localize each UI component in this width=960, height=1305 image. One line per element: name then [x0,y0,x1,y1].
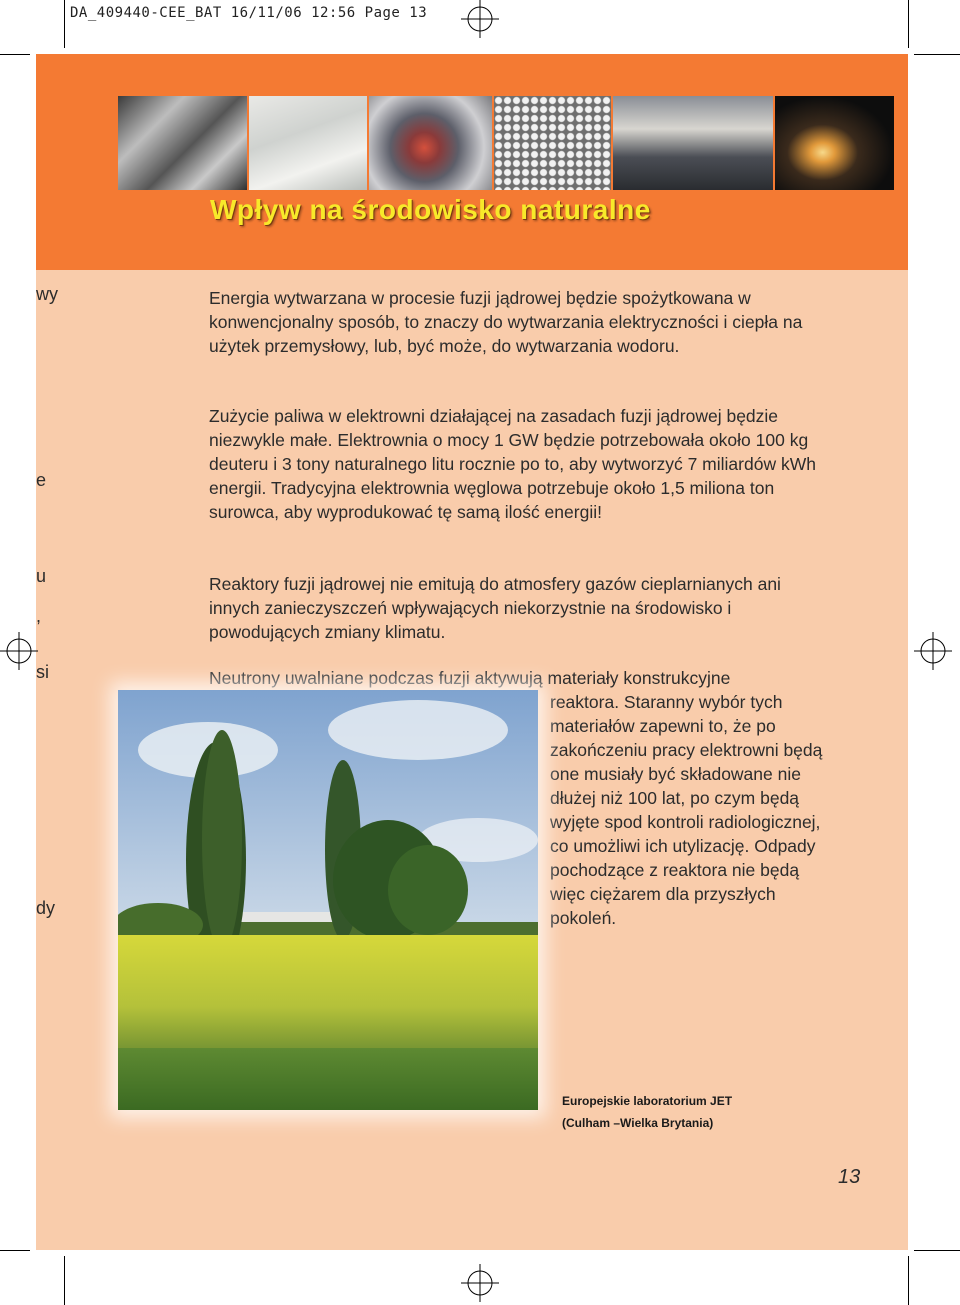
paragraph-fuel-consumption: Zużycie paliwa w elektrowni działającej na zasadach fuzji jądrowej będzie niezwykle małe. Elektrownia o mocy 1 GW będzie potrzebowała około 100 kg deuteru i 3 tony naturalnego litu rocznie po to, aby wytworzyć 7 miliardów kWh energii. Tradycyjna elektrownia węglowa potrzebuje około 1,5 miliona ton surowca, aby wyprodukować tę samą ilość energii! [209,406,816,522]
page-title: Wpływ na środowisko naturalne [210,194,651,225]
margin-fragment: , [36,606,42,626]
landscape-photo [118,690,538,1110]
registration-mark-left-icon [0,632,38,670]
header-photo-reactor [369,96,492,190]
header-photo-pellets [494,96,611,190]
paragraph-neutrons-rest: reaktora. Staranny wybór tych materiałów zapewni to, że po zakończeniu pracy elektrowni będą one musiały być składowane nie dłużej niż 100 lat, po czym będą wyjęte spod kontroli radiologicznej, co umożliwi ich utylizację. Odpady pochodzące z reaktora nie będą więc ciężarem dla przyszłych pokoleń. [550,692,823,928]
photo-caption-location: (Culham –Wielka Brytania) [562,1116,714,1130]
registration-mark-bottom-icon [461,1264,499,1302]
margin-fragment: e [36,470,47,490]
header-photo-machinery [118,96,247,190]
registration-mark-right-icon [914,632,952,670]
crop-mark-top-left [64,0,65,48]
paragraph-neutrons-first-line: Neutrony uwalniane podczas fuzji aktywują materiały konstrukcyjne [209,668,731,688]
header-photo-exhibition [613,96,772,190]
crop-mark-right-bottom [914,1250,960,1251]
crop-mark-left-bottom [0,1250,30,1251]
page-number: 13 [838,1166,861,1188]
crop-mark-bottom-left [64,1256,65,1305]
crop-mark-left-top [0,54,30,55]
paragraph-emissions: Reaktory fuzji jądrowej nie emitują do atmosfery gazów cieplarnianych ani innych zanieczyszczeń wpływających niekorzystnie na środowisko i powodujących zmiany klimatu. [209,574,781,642]
print-slug: DA_409440-CEE_BAT 16/11/06 12:56 Page 13 [70,5,428,21]
crop-mark-right-top [914,54,960,55]
crop-mark-top-right [908,0,909,48]
header-photo-flame [775,96,894,190]
header-photo-diagram [249,96,366,190]
registration-mark-top-icon [461,0,499,38]
crop-mark-bottom-right [908,1256,909,1305]
photo-caption-title: Europejskie laboratorium JET [562,1094,733,1108]
header-photo-strip [118,96,894,190]
margin-fragment: u [36,566,47,586]
landscape-photo-illustration [118,690,538,1110]
paragraph-energy-use: Energia wytwarzana w procesie fuzji jądrowej będzie spożytkowana w konwencjonalny sposób, to znaczy do wytwarzania elektryczności i ciepła na użytek przemysłowy, lub, być może, do wytwarzania wodoru. [209,288,803,356]
margin-fragment: dy [36,898,56,918]
margin-fragment: wy [36,284,58,304]
margin-fragment: si [36,662,49,682]
